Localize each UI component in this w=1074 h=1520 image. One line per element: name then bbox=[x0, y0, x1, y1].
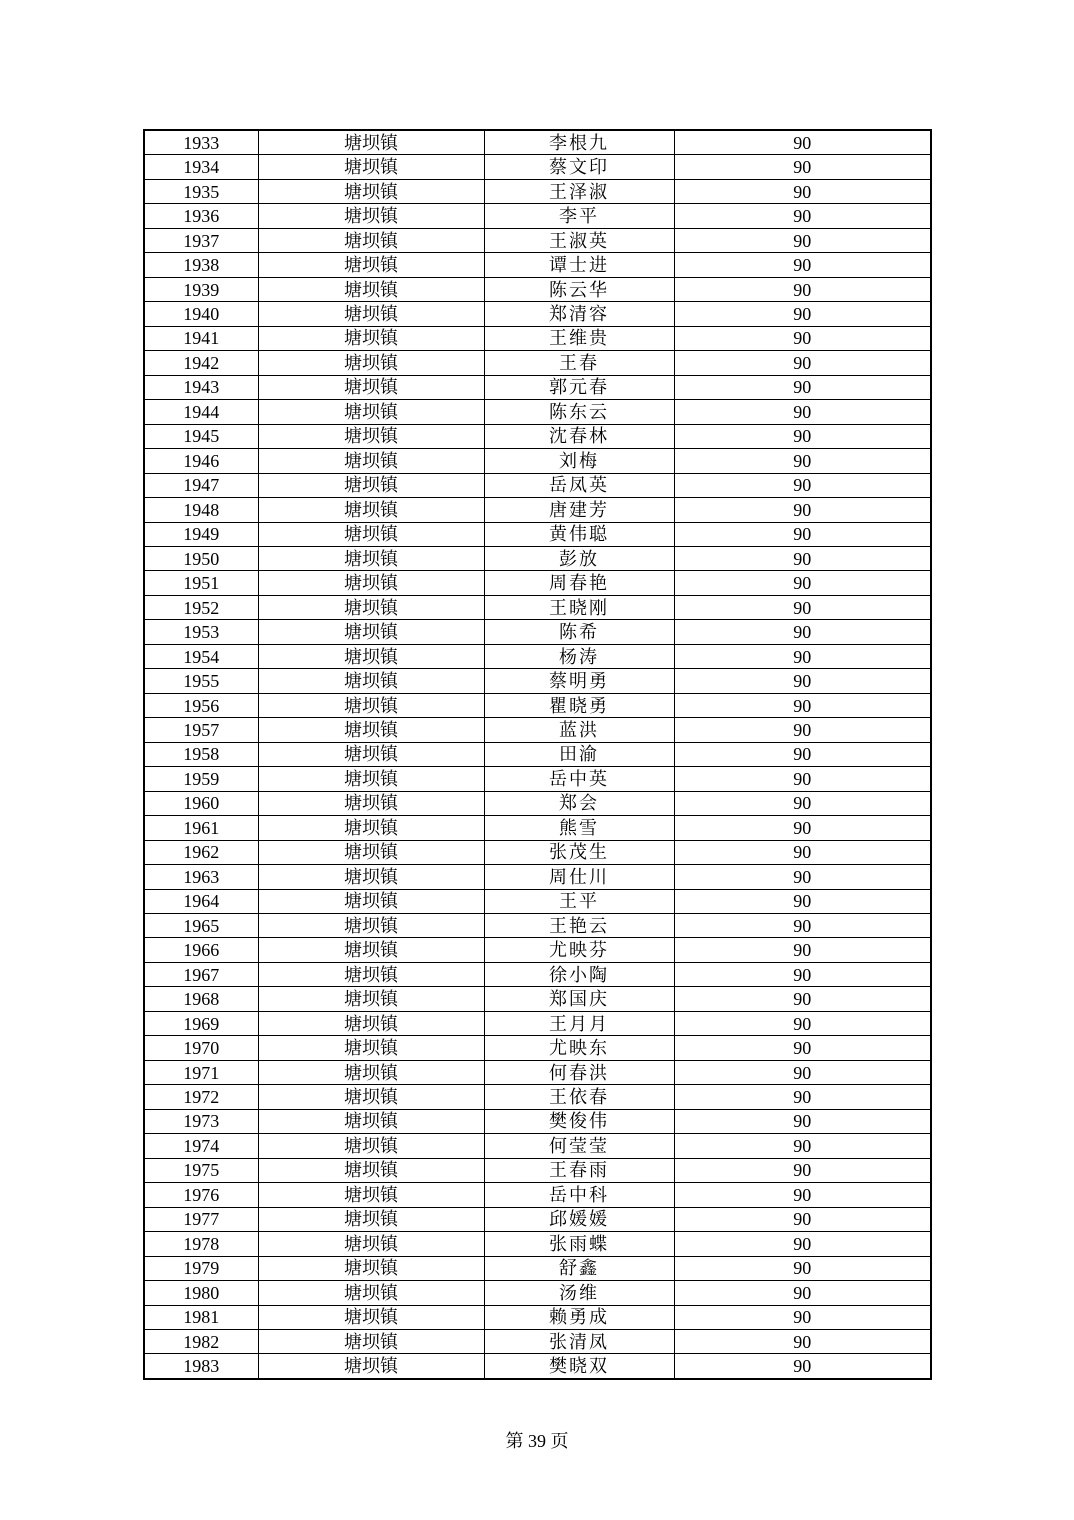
row-number-cell: 1952 bbox=[144, 595, 258, 619]
table-row bbox=[144, 326, 931, 350]
name-cell: 张清凤 bbox=[484, 1329, 674, 1353]
town-cell: 塘坝镇 bbox=[258, 449, 484, 473]
table-row bbox=[144, 693, 931, 717]
town-cell: 塘坝镇 bbox=[258, 1281, 484, 1305]
table-row bbox=[144, 1256, 931, 1280]
value-cell: 90 bbox=[674, 449, 931, 473]
value-cell: 90 bbox=[674, 571, 931, 595]
row-number-cell: 1936 bbox=[144, 204, 258, 228]
table-row bbox=[144, 1183, 931, 1207]
table-row bbox=[144, 1109, 931, 1133]
table-row bbox=[144, 571, 931, 595]
row-number-cell: 1959 bbox=[144, 767, 258, 791]
row-number-cell: 1943 bbox=[144, 375, 258, 399]
name-cell: 李根九 bbox=[484, 130, 674, 155]
name-cell: 蔡文印 bbox=[484, 155, 674, 179]
row-number-cell: 1941 bbox=[144, 326, 258, 350]
row-number-cell: 1968 bbox=[144, 987, 258, 1011]
town-cell: 塘坝镇 bbox=[258, 571, 484, 595]
roster-table-body bbox=[144, 130, 931, 1379]
table-row bbox=[144, 277, 931, 301]
name-cell: 瞿晓勇 bbox=[484, 693, 674, 717]
name-cell: 郑清容 bbox=[484, 302, 674, 326]
town-cell: 塘坝镇 bbox=[258, 693, 484, 717]
table-row bbox=[144, 620, 931, 644]
row-number-cell: 1974 bbox=[144, 1134, 258, 1158]
town-cell: 塘坝镇 bbox=[258, 620, 484, 644]
table-row bbox=[144, 840, 931, 864]
row-number-cell: 1963 bbox=[144, 865, 258, 889]
town-cell: 塘坝镇 bbox=[258, 1329, 484, 1353]
name-cell: 郑会 bbox=[484, 791, 674, 815]
row-number-cell: 1972 bbox=[144, 1085, 258, 1109]
town-cell: 塘坝镇 bbox=[258, 1036, 484, 1060]
value-cell: 90 bbox=[674, 424, 931, 448]
value-cell: 90 bbox=[674, 1158, 931, 1182]
table-row bbox=[144, 914, 931, 938]
table-row bbox=[144, 204, 931, 228]
town-cell: 塘坝镇 bbox=[258, 644, 484, 668]
table-row bbox=[144, 816, 931, 840]
row-number-cell: 1956 bbox=[144, 693, 258, 717]
value-cell: 90 bbox=[674, 889, 931, 913]
table-row bbox=[144, 155, 931, 179]
town-cell: 塘坝镇 bbox=[258, 1232, 484, 1256]
row-number-cell: 1950 bbox=[144, 546, 258, 570]
name-cell: 谭士进 bbox=[484, 253, 674, 277]
name-cell: 樊晓双 bbox=[484, 1354, 674, 1379]
town-cell: 塘坝镇 bbox=[258, 889, 484, 913]
name-cell: 郭元春 bbox=[484, 375, 674, 399]
name-cell: 陈希 bbox=[484, 620, 674, 644]
name-cell: 岳中科 bbox=[484, 1183, 674, 1207]
value-cell: 90 bbox=[674, 938, 931, 962]
table-row bbox=[144, 1060, 931, 1084]
row-number-cell: 1964 bbox=[144, 889, 258, 913]
table-row bbox=[144, 130, 931, 155]
town-cell: 塘坝镇 bbox=[258, 938, 484, 962]
town-cell: 塘坝镇 bbox=[258, 791, 484, 815]
row-number-cell: 1953 bbox=[144, 620, 258, 644]
value-cell: 90 bbox=[674, 351, 931, 375]
row-number-cell: 1949 bbox=[144, 522, 258, 546]
row-number-cell: 1982 bbox=[144, 1329, 258, 1353]
name-cell: 何春洪 bbox=[484, 1060, 674, 1084]
row-number-cell: 1977 bbox=[144, 1207, 258, 1231]
value-cell: 90 bbox=[674, 1281, 931, 1305]
row-number-cell: 1948 bbox=[144, 498, 258, 522]
value-cell: 90 bbox=[674, 987, 931, 1011]
table-row bbox=[144, 351, 931, 375]
name-cell: 陈云华 bbox=[484, 277, 674, 301]
town-cell: 塘坝镇 bbox=[258, 742, 484, 766]
town-cell: 塘坝镇 bbox=[258, 130, 484, 155]
town-cell: 塘坝镇 bbox=[258, 1085, 484, 1109]
page-number: 第 39 页 bbox=[505, 1431, 569, 1451]
name-cell: 王晓刚 bbox=[484, 595, 674, 619]
town-cell: 塘坝镇 bbox=[258, 400, 484, 424]
name-cell: 田渝 bbox=[484, 742, 674, 766]
value-cell: 90 bbox=[674, 1232, 931, 1256]
row-number-cell: 1971 bbox=[144, 1060, 258, 1084]
name-cell: 王春雨 bbox=[484, 1158, 674, 1182]
table-row bbox=[144, 742, 931, 766]
name-cell: 杨涛 bbox=[484, 644, 674, 668]
name-cell: 周春艳 bbox=[484, 571, 674, 595]
value-cell: 90 bbox=[674, 1183, 931, 1207]
table-row bbox=[144, 522, 931, 546]
row-number-cell: 1962 bbox=[144, 840, 258, 864]
town-cell: 塘坝镇 bbox=[258, 1109, 484, 1133]
value-cell: 90 bbox=[674, 1011, 931, 1035]
table-row bbox=[144, 179, 931, 203]
table-row bbox=[144, 1134, 931, 1158]
name-cell: 郑国庆 bbox=[484, 987, 674, 1011]
value-cell: 90 bbox=[674, 1354, 931, 1379]
name-cell: 王平 bbox=[484, 889, 674, 913]
row-number-cell: 1947 bbox=[144, 473, 258, 497]
table-row bbox=[144, 400, 931, 424]
value-cell: 90 bbox=[674, 816, 931, 840]
town-cell: 塘坝镇 bbox=[258, 865, 484, 889]
town-cell: 塘坝镇 bbox=[258, 1011, 484, 1035]
name-cell: 徐小陶 bbox=[484, 962, 674, 986]
row-number-cell: 1978 bbox=[144, 1232, 258, 1256]
town-cell: 塘坝镇 bbox=[258, 473, 484, 497]
table-row bbox=[144, 1036, 931, 1060]
table-row bbox=[144, 1305, 931, 1329]
town-cell: 塘坝镇 bbox=[258, 498, 484, 522]
name-cell: 王依春 bbox=[484, 1085, 674, 1109]
row-number-cell: 1981 bbox=[144, 1305, 258, 1329]
row-number-cell: 1951 bbox=[144, 571, 258, 595]
name-cell: 周仕川 bbox=[484, 865, 674, 889]
name-cell: 汤维 bbox=[484, 1281, 674, 1305]
value-cell: 90 bbox=[674, 1256, 931, 1280]
row-number-cell: 1975 bbox=[144, 1158, 258, 1182]
value-cell: 90 bbox=[674, 669, 931, 693]
name-cell: 尤映芬 bbox=[484, 938, 674, 962]
name-cell: 唐建芳 bbox=[484, 498, 674, 522]
row-number-cell: 1966 bbox=[144, 938, 258, 962]
town-cell: 塘坝镇 bbox=[258, 277, 484, 301]
value-cell: 90 bbox=[674, 155, 931, 179]
table-row bbox=[144, 1011, 931, 1035]
name-cell: 岳凤英 bbox=[484, 473, 674, 497]
value-cell: 90 bbox=[674, 473, 931, 497]
row-number-cell: 1933 bbox=[144, 130, 258, 155]
row-number-cell: 1967 bbox=[144, 962, 258, 986]
row-number-cell: 1937 bbox=[144, 228, 258, 252]
table-row bbox=[144, 889, 931, 913]
table-row bbox=[144, 424, 931, 448]
value-cell: 90 bbox=[674, 914, 931, 938]
value-cell: 90 bbox=[674, 767, 931, 791]
town-cell: 塘坝镇 bbox=[258, 962, 484, 986]
town-cell: 塘坝镇 bbox=[258, 718, 484, 742]
value-cell: 90 bbox=[674, 1036, 931, 1060]
name-cell: 熊雪 bbox=[484, 816, 674, 840]
row-number-cell: 1980 bbox=[144, 1281, 258, 1305]
table-row bbox=[144, 595, 931, 619]
value-cell: 90 bbox=[674, 326, 931, 350]
value-cell: 90 bbox=[674, 865, 931, 889]
value-cell: 90 bbox=[674, 962, 931, 986]
name-cell: 蓝洪 bbox=[484, 718, 674, 742]
table-row bbox=[144, 473, 931, 497]
town-cell: 塘坝镇 bbox=[258, 1256, 484, 1280]
table-row bbox=[144, 228, 931, 252]
roster-table bbox=[143, 129, 932, 1380]
table-row bbox=[144, 449, 931, 473]
town-cell: 塘坝镇 bbox=[258, 816, 484, 840]
value-cell: 90 bbox=[674, 179, 931, 203]
town-cell: 塘坝镇 bbox=[258, 767, 484, 791]
value-cell: 90 bbox=[674, 130, 931, 155]
table-row bbox=[144, 1207, 931, 1231]
table-row bbox=[144, 1232, 931, 1256]
town-cell: 塘坝镇 bbox=[258, 840, 484, 864]
row-number-cell: 1955 bbox=[144, 669, 258, 693]
town-cell: 塘坝镇 bbox=[258, 1134, 484, 1158]
name-cell: 舒鑫 bbox=[484, 1256, 674, 1280]
table-row bbox=[144, 865, 931, 889]
value-cell: 90 bbox=[674, 595, 931, 619]
row-number-cell: 1976 bbox=[144, 1183, 258, 1207]
town-cell: 塘坝镇 bbox=[258, 204, 484, 228]
town-cell: 塘坝镇 bbox=[258, 375, 484, 399]
value-cell: 90 bbox=[674, 693, 931, 717]
value-cell: 90 bbox=[674, 204, 931, 228]
value-cell: 90 bbox=[674, 1060, 931, 1084]
name-cell: 彭放 bbox=[484, 546, 674, 570]
town-cell: 塘坝镇 bbox=[258, 1207, 484, 1231]
town-cell: 塘坝镇 bbox=[258, 424, 484, 448]
table-row bbox=[144, 718, 931, 742]
row-number-cell: 1942 bbox=[144, 351, 258, 375]
table-row bbox=[144, 546, 931, 570]
value-cell: 90 bbox=[674, 498, 931, 522]
name-cell: 樊俊伟 bbox=[484, 1109, 674, 1133]
value-cell: 90 bbox=[674, 1329, 931, 1353]
name-cell: 陈东云 bbox=[484, 400, 674, 424]
town-cell: 塘坝镇 bbox=[258, 522, 484, 546]
town-cell: 塘坝镇 bbox=[258, 179, 484, 203]
name-cell: 王艳云 bbox=[484, 914, 674, 938]
name-cell: 邱媛媛 bbox=[484, 1207, 674, 1231]
table-row bbox=[144, 791, 931, 815]
value-cell: 90 bbox=[674, 840, 931, 864]
table-row bbox=[144, 375, 931, 399]
value-cell: 90 bbox=[674, 1134, 931, 1158]
town-cell: 塘坝镇 bbox=[258, 228, 484, 252]
name-cell: 蔡明勇 bbox=[484, 669, 674, 693]
name-cell: 赖勇成 bbox=[484, 1305, 674, 1329]
name-cell: 沈春林 bbox=[484, 424, 674, 448]
table-row bbox=[144, 253, 931, 277]
name-cell: 王淑英 bbox=[484, 228, 674, 252]
table-row bbox=[144, 1329, 931, 1353]
table-row bbox=[144, 987, 931, 1011]
town-cell: 塘坝镇 bbox=[258, 351, 484, 375]
town-cell: 塘坝镇 bbox=[258, 155, 484, 179]
value-cell: 90 bbox=[674, 302, 931, 326]
row-number-cell: 1934 bbox=[144, 155, 258, 179]
name-cell: 刘梅 bbox=[484, 449, 674, 473]
name-cell: 黄伟聪 bbox=[484, 522, 674, 546]
row-number-cell: 1940 bbox=[144, 302, 258, 326]
value-cell: 90 bbox=[674, 1085, 931, 1109]
row-number-cell: 1939 bbox=[144, 277, 258, 301]
value-cell: 90 bbox=[674, 546, 931, 570]
name-cell: 何莹莹 bbox=[484, 1134, 674, 1158]
town-cell: 塘坝镇 bbox=[258, 253, 484, 277]
row-number-cell: 1945 bbox=[144, 424, 258, 448]
row-number-cell: 1965 bbox=[144, 914, 258, 938]
value-cell: 90 bbox=[674, 742, 931, 766]
row-number-cell: 1960 bbox=[144, 791, 258, 815]
town-cell: 塘坝镇 bbox=[258, 914, 484, 938]
value-cell: 90 bbox=[674, 620, 931, 644]
value-cell: 90 bbox=[674, 400, 931, 424]
name-cell: 王泽淑 bbox=[484, 179, 674, 203]
table-row bbox=[144, 644, 931, 668]
value-cell: 90 bbox=[674, 1109, 931, 1133]
table-row bbox=[144, 938, 931, 962]
town-cell: 塘坝镇 bbox=[258, 1158, 484, 1182]
table-row bbox=[144, 302, 931, 326]
value-cell: 90 bbox=[674, 1207, 931, 1231]
town-cell: 塘坝镇 bbox=[258, 326, 484, 350]
row-number-cell: 1946 bbox=[144, 449, 258, 473]
value-cell: 90 bbox=[674, 791, 931, 815]
row-number-cell: 1969 bbox=[144, 1011, 258, 1035]
name-cell: 王春 bbox=[484, 351, 674, 375]
row-number-cell: 1961 bbox=[144, 816, 258, 840]
table-row bbox=[144, 1085, 931, 1109]
row-number-cell: 1954 bbox=[144, 644, 258, 668]
row-number-cell: 1958 bbox=[144, 742, 258, 766]
table-row bbox=[144, 767, 931, 791]
table-row bbox=[144, 1158, 931, 1182]
town-cell: 塘坝镇 bbox=[258, 1060, 484, 1084]
table-row bbox=[144, 498, 931, 522]
town-cell: 塘坝镇 bbox=[258, 302, 484, 326]
value-cell: 90 bbox=[674, 228, 931, 252]
value-cell: 90 bbox=[674, 718, 931, 742]
row-number-cell: 1957 bbox=[144, 718, 258, 742]
table-row bbox=[144, 1281, 931, 1305]
name-cell: 王维贵 bbox=[484, 326, 674, 350]
town-cell: 塘坝镇 bbox=[258, 595, 484, 619]
row-number-cell: 1973 bbox=[144, 1109, 258, 1133]
value-cell: 90 bbox=[674, 644, 931, 668]
value-cell: 90 bbox=[674, 253, 931, 277]
name-cell: 岳中英 bbox=[484, 767, 674, 791]
table-row bbox=[144, 962, 931, 986]
name-cell: 张雨蝶 bbox=[484, 1232, 674, 1256]
row-number-cell: 1983 bbox=[144, 1354, 258, 1379]
name-cell: 尤映东 bbox=[484, 1036, 674, 1060]
row-number-cell: 1935 bbox=[144, 179, 258, 203]
value-cell: 90 bbox=[674, 522, 931, 546]
value-cell: 90 bbox=[674, 1305, 931, 1329]
row-number-cell: 1970 bbox=[144, 1036, 258, 1060]
name-cell: 王月月 bbox=[484, 1011, 674, 1035]
name-cell: 李平 bbox=[484, 204, 674, 228]
town-cell: 塘坝镇 bbox=[258, 1183, 484, 1207]
town-cell: 塘坝镇 bbox=[258, 987, 484, 1011]
row-number-cell: 1944 bbox=[144, 400, 258, 424]
value-cell: 90 bbox=[674, 277, 931, 301]
table-row bbox=[144, 669, 931, 693]
town-cell: 塘坝镇 bbox=[258, 546, 484, 570]
name-cell: 张茂生 bbox=[484, 840, 674, 864]
town-cell: 塘坝镇 bbox=[258, 1354, 484, 1379]
table-row bbox=[144, 1354, 931, 1379]
value-cell: 90 bbox=[674, 375, 931, 399]
town-cell: 塘坝镇 bbox=[258, 669, 484, 693]
row-number-cell: 1938 bbox=[144, 253, 258, 277]
town-cell: 塘坝镇 bbox=[258, 1305, 484, 1329]
row-number-cell: 1979 bbox=[144, 1256, 258, 1280]
